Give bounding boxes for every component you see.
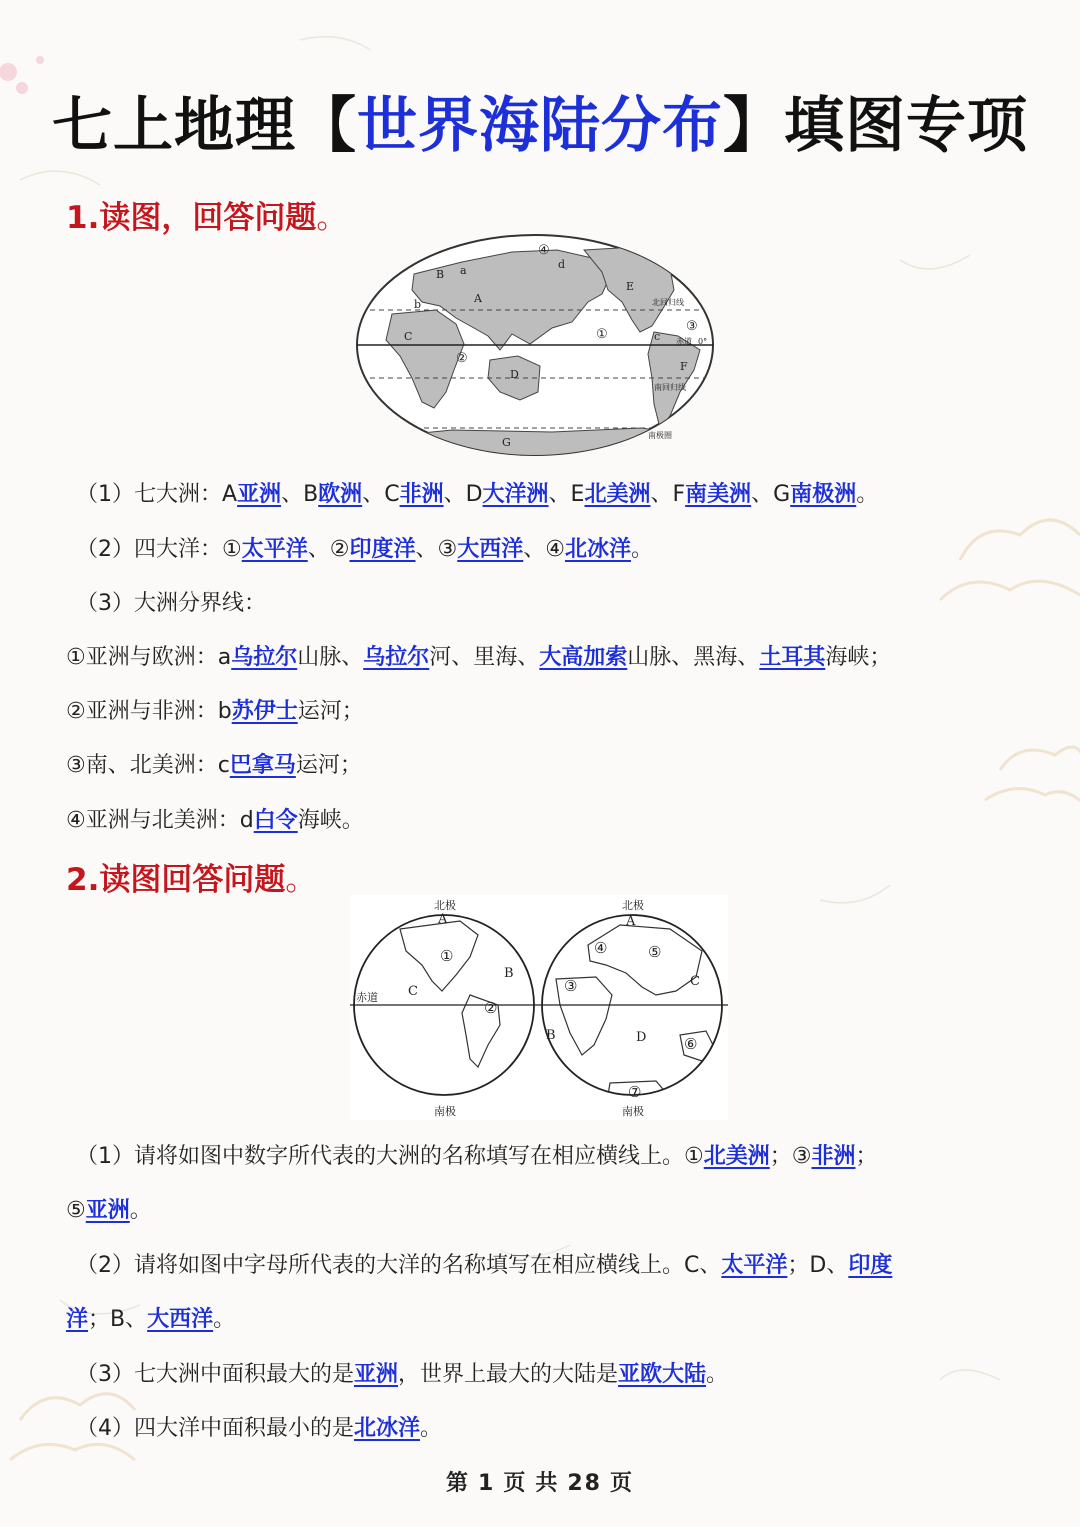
page-total: 28 [567,1471,602,1496]
map2-e-7: ⑦ [628,1083,642,1101]
answer: 乌拉尔 [363,645,430,670]
s2-q2-line1: （2）请将如图中字母所代表的大洋的名称填写在相应横线上。C、太平洋；D、印度 [76,1253,893,1278]
answer: 北冰洋 [354,1416,421,1441]
map1-antarctic: 南极圈 [648,431,672,440]
s1-boundary-2: ②亚洲与非洲：b苏伊士运河； [66,699,364,724]
s2-q4-line: （4）四大洋中面积最小的是北冰洋。 [76,1416,443,1441]
map1-label-E: E [626,280,635,293]
s1-boundary-1: ①亚洲与欧洲：a乌拉尔山脉、乌拉尔河、里海、大高加索山脉、黑海、土耳其海峡； [66,645,892,670]
s1-q2-line: （2）四大洋：①太平洋、②印度洋、③大西洋、④北冰洋。 [76,537,654,562]
map1-ocean-1: ① [596,327,608,342]
answer: 大西洋 [457,537,524,562]
map1-label-c: c [654,330,661,343]
map2-north-pole-w: 北极 [434,899,456,912]
map2-e-3: ③ [564,977,578,995]
page-title: 七上地理【世界海陆分布】填图专项 [52,91,1028,161]
map2-w-B: B [504,966,514,981]
map1-ocean-3: ③ [686,319,698,334]
answer: 太平洋 [241,537,308,562]
answer: 亚洲 [354,1362,399,1387]
map1-label-d: d [558,258,566,271]
s2-q1-line1: （1）请将如图中数字所代表的大洲的名称填写在相应横线上。①北美洲；③非洲； [76,1144,878,1169]
map2-w-1: ① [440,947,454,965]
map1-label-A: A [474,292,482,305]
map2-e-6: ⑥ [684,1035,698,1053]
section2-title: 2.读图回答问题。 [66,862,317,898]
map2-south-pole-e: 南极 [622,1105,644,1118]
map1-label-D: D [510,368,519,381]
answer: 巴拿马 [229,753,296,778]
hemisphere-map-2 [350,895,728,1120]
map2-e-C: C [690,974,700,989]
map1-label-B: B [436,268,445,281]
map2-e-4: ④ [594,939,608,957]
s1-q3-line: （3）大洲分界线： [76,591,266,616]
map2-e-5: ⑤ [648,943,662,961]
map2-equator: 赤道 [356,991,378,1004]
answer: 北冰洋 [564,537,631,562]
answer: 亚欧大陆 [618,1362,707,1387]
answer: 大西洋 [147,1307,214,1332]
answer: 土耳其 [759,645,826,670]
section1-title: 1.读图，回答问题。 [66,200,348,236]
answer: 大洋洲 [482,482,549,507]
map2-w-A: A [438,912,448,927]
answer: 洋 [66,1307,89,1332]
map1-equator: 赤道 [676,337,692,346]
s1-q1-line: （1）七大洲：A亚洲、B欧洲、C非洲、D大洋洲、E北美洲、F南美洲、G南极洲。 [76,482,879,507]
map2-e-B: B [546,1028,556,1043]
answer: 北美洲 [703,1144,770,1169]
page-number: 1 [478,1471,496,1496]
answer: 亚洲 [237,482,282,507]
map1-label-a: a [460,264,467,277]
answer: 南美洲 [685,482,752,507]
answer: 亚洲 [85,1198,130,1223]
answer: 白令 [253,808,298,833]
map1-tropic-s: 南回归线 [654,383,686,392]
map2-e-A: A [626,914,636,929]
s1-boundary-3: ③南、北美洲：c巴拿马运河； [66,753,362,778]
map2-south-pole-w: 南极 [434,1105,456,1118]
s2-q3-line: （3）七大洲中面积最大的是亚洲，世界上最大的大陆是亚欧大陆。 [76,1362,729,1387]
map1-tropic-n: 北回归线 [652,298,684,307]
answer: 乌拉尔 [231,645,298,670]
answer: 南极洲 [790,482,857,507]
answer: 非洲 [399,482,444,507]
map1-ocean-4: ④ [538,243,550,258]
map1-label-G: G [502,436,511,449]
map1-label-C: C [404,330,413,343]
world-map-1 [352,232,722,458]
answer: 北美洲 [584,482,651,507]
answer: 印度洋 [349,537,416,562]
s2-q2-line2: 洋；B、大西洋。 [66,1307,236,1332]
map2-w-2: ② [484,999,498,1017]
map1-equator-deg: 0° [698,337,708,346]
map2-e-D: D [636,1030,647,1045]
page-footer: 第 1 页 共 28 页 [446,1471,634,1496]
answer: 非洲 [811,1144,856,1169]
s1-boundary-4: ④亚洲与北美洲：d白令海峡。 [66,808,364,833]
answer: 苏伊士 [231,699,298,724]
map1-ocean-2: ② [456,351,468,366]
answer: 大高加索 [539,645,628,670]
map2-north-pole-e: 北极 [622,899,644,912]
answer: 欧洲 [318,482,363,507]
title-highlight: 世界海陆分布 [357,91,723,161]
map2-w-C: C [408,984,418,999]
answer: 太平洋 [721,1253,788,1278]
answer: 印度 [848,1253,893,1278]
map1-label-b: b [414,298,422,311]
map1-label-F: F [680,360,688,373]
s2-q1-line2: ⑤亚洲。 [66,1198,152,1223]
